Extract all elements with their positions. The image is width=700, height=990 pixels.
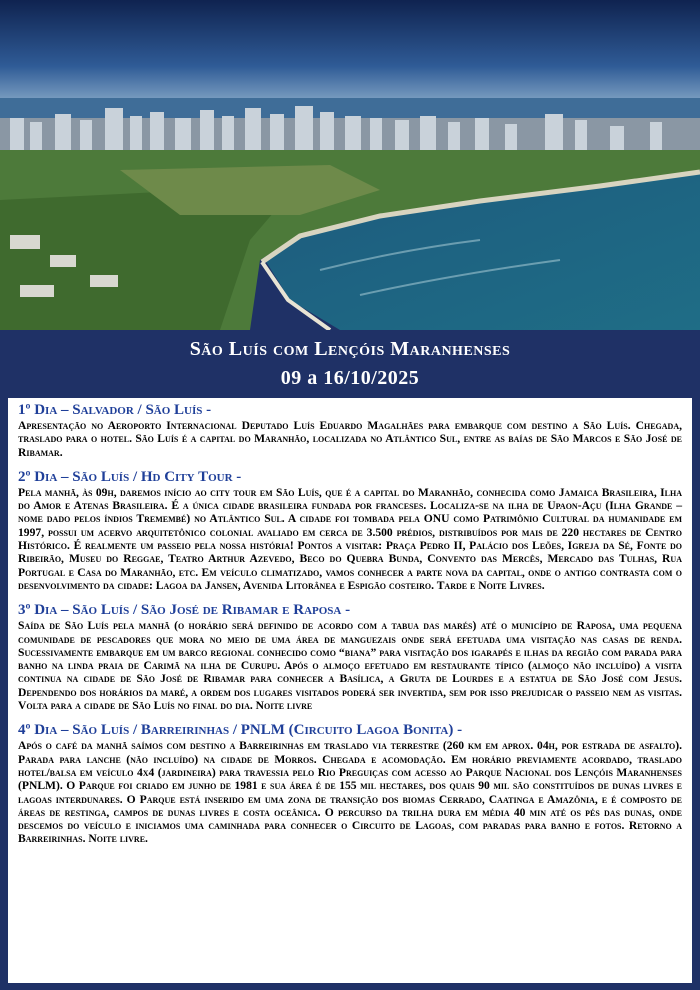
title-bar [0, 330, 700, 396]
day-2 [18, 469, 682, 592]
day-title: 2º Dia – São Luís / Hd City Tour - [18, 468, 242, 485]
itinerary [8, 398, 692, 983]
day-4 [18, 722, 682, 845]
day-description: Saída de São Luís pela manhã (o horário será definido de acordo com a tabua das marés) até o município de Raposa, uma pequena comunidade de pescadores que mora no meio de uma área de manguezais onde será efetuada uma visitação nas casas de renda. Sucessivamente embarque em um barco regional conhecido como “biana” para visitação dos igarapés e ilhas da região com parada para banho na linda praia de Carimã na ilha de Curupu. Após o almoço efetuado em restaurante típico (almoço não incluído) a visita continua na cidade de São José de Ribamar para conhecer a Basílica, a Gruta de Lourdes e a estatua de São José com Jesus. Dependendo dos horários da maré, a ordem dos lugares visitados poderá ser invertida, sem por isso prejudicar o passeio nem as visitas. Volta para a cidade de São Luís no final do dia. Noite livre [18, 619, 682, 713]
day-title: 4º Dia – São Luís / Barreirinhas / PNLM (Circuito Lagoa Bonita) - [18, 722, 463, 739]
day-description: Apresentação no Aeroporto Internacional Deputado Luís Eduardo Magalhães para embarque com destino a São Luís. Chegada, traslado para o hotel. São Luís é a capital do Maranhão, localizada no Atlântico Sul, entre as baías de São Marcos e São José de Ribamar. [18, 419, 682, 459]
day-title: 3º Dia – São Luís / São José de Ribamar e Raposa - [18, 602, 351, 619]
page-title: São Luís com Lençóis Maranhenses [189, 338, 511, 360]
hero-photo [0, 0, 700, 330]
day-description: Após o café da manhã saímos com destino a Barreirinhas em traslado via terrestre (260 km em aprox. 04h, por estrada de asfalto). Parada para lanche (não incluído) na cidade de Morros. Chegada e acomodação. Em horário previamente acordado, traslado hotel/balsa em veículo 4x4 (jardineira) para travessia pelo Rio Preguiças com acesso ao Parque Nacional dos Lençóis Maranhenses (PNLM). O Parque foi criado em junho de 1981 e sua área é de 155 mil hectares, dos quais 90 mil são constituídos de dunas livres e lagoas interdunares. O Parque está inserido em uma zona de transição dos biomas Cerrado, Caatinga e Amazônia, e é composto de áreas de restinga, campos de dunas livres e costa oceânica. O percurso da trilha dura em média 40 min até os pés das dunas, onde descemos do veículo e iniciamos uma caminhada para conhecer o Circuito de Lagoas, com paradas para banho e fotos. Retorno a Barreirinhas. Noite livre. [18, 739, 682, 846]
day-title: 1º Dia – Salvador / São Luís - [18, 402, 212, 418]
day-3 [18, 602, 682, 712]
trip-dates: 09 a 16/10/2025 [280, 367, 420, 389]
day-description: Pela manhã, às 09h, daremos início ao city tour em São Luís, que é a capital do Maranhão, conhecida como Jamaica Brasileira, Ilha do Amor e Atenas Brasileira. É a única cidade brasileira fundada por franceses. Localiza-se na ilha de Upaon-Açu (Ilha Grande – nome dado pelos índios Tremembé) no Atlântico Sul. A cidade foi tombada pela ONU como Patrimônio Cultural da humanidade em 1997, possui um acervo arquitetônico colonial avaliado em cerca de 3.500 prédios, distribuídos por mais de 220 hectares de Centro Histórico. É realmente um passeio pela nossa história! Pontos a visitar: Praça Pedro II, Palácio dos Leões, Igreja da Sé, Fonte do Ribeirão, Museu do Reggae, Teatro Arthur Azevedo, Beco do Quebra Bunda, Convento das Mercês, Mercado das Tulhas, Rua Portugal e Casa do Maranhão, etc. Em veículo climatizado, vamos conhecer a parte nova da capital, onde o antigo contrasta com o desenvolvimento da cidade: Lagoa da Jansen, Avenida Litorânea e Espigão costeiro. Tarde e Noite Livres. [18, 485, 682, 592]
day-1 [18, 402, 682, 459]
